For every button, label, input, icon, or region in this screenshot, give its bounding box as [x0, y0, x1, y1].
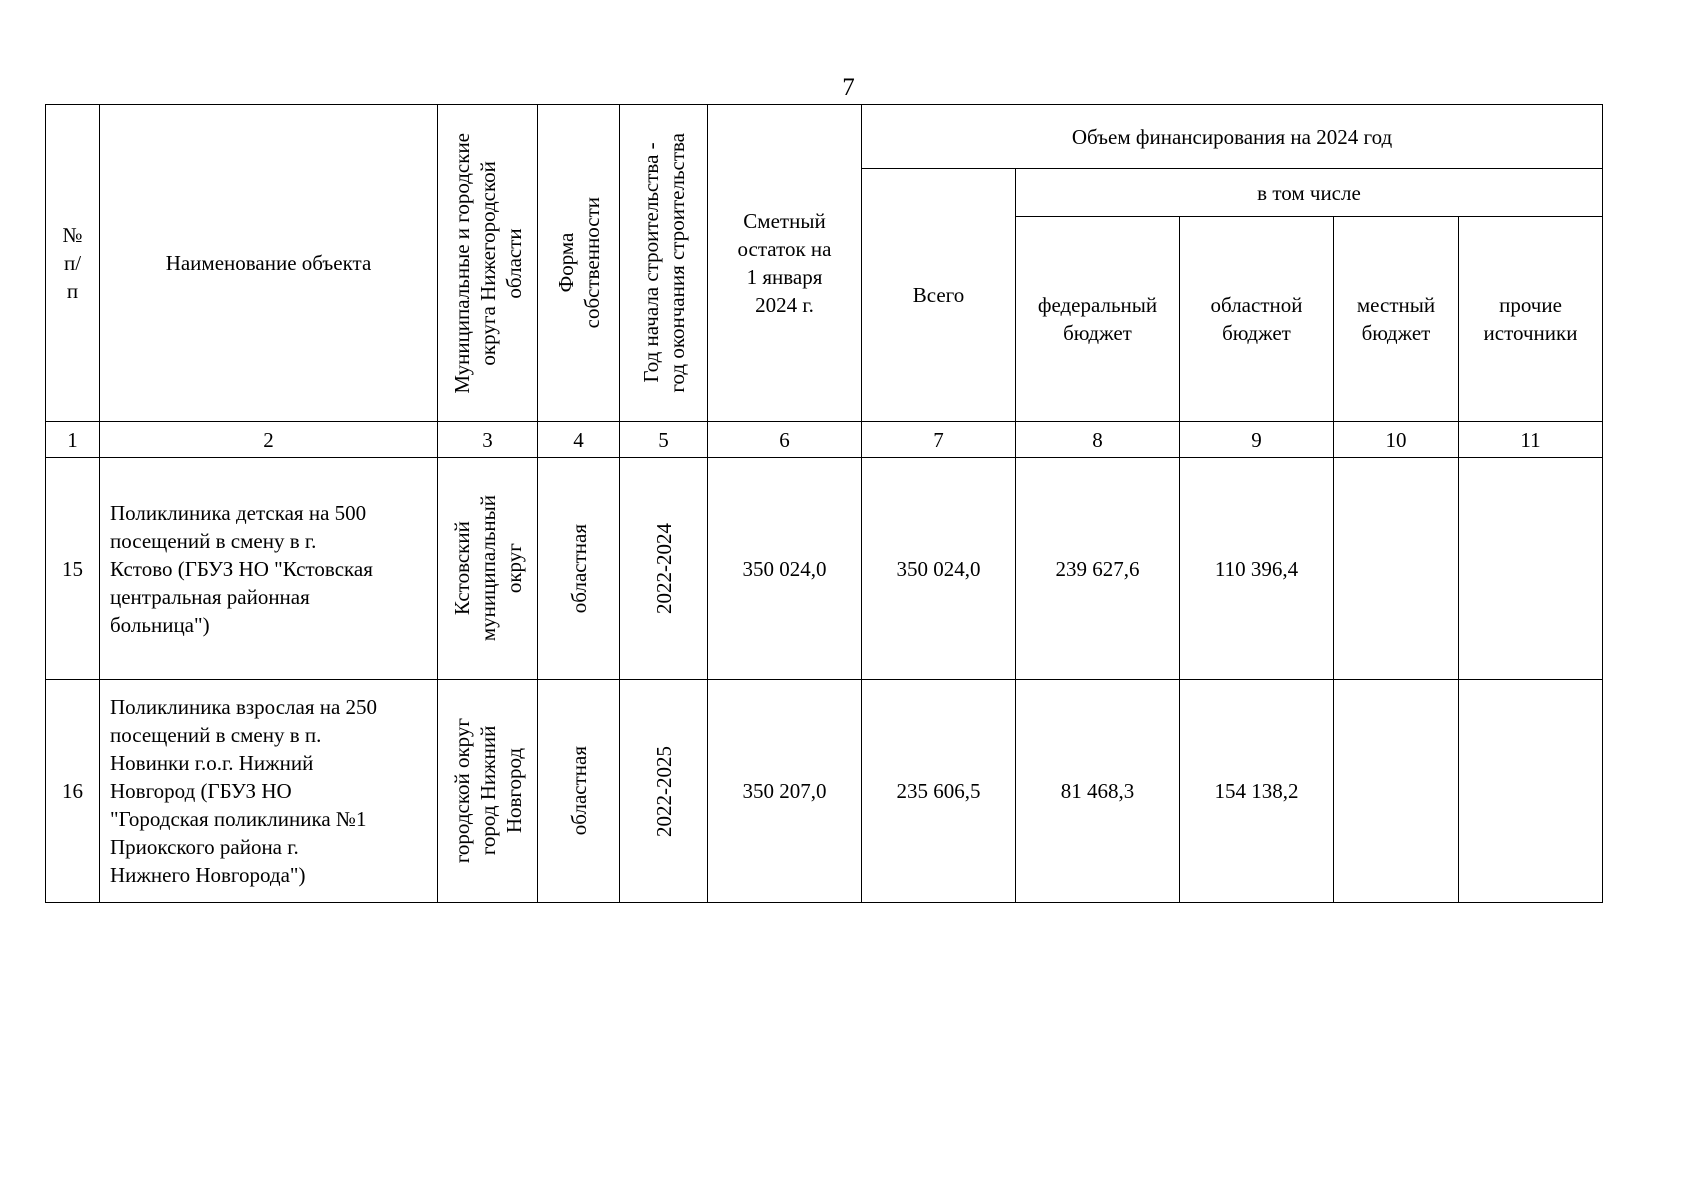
local-value — [1334, 458, 1459, 680]
estimate-value: 350 024,0 — [708, 458, 862, 680]
column-number: 5 — [620, 422, 708, 458]
municipality-text: городской округ город Нижний Новгород — [449, 718, 526, 864]
header-municipality — [438, 105, 538, 422]
header-municipality-text: Муниципальные и городские округа Нижегородской области — [449, 132, 526, 394]
column-number: 10 — [1334, 422, 1459, 458]
column-number: 7 — [862, 422, 1016, 458]
ownership-text: областная — [566, 523, 591, 614]
header-num: № п/ п — [46, 105, 100, 422]
header-row-1 — [46, 105, 1603, 169]
municipality-cell — [438, 458, 538, 680]
column-number: 6 — [708, 422, 862, 458]
object-name: Поликлиника детская на 500 посещений в смену в г. Кстово (ГБУЗ НО "Кстовская центральная районная больница") — [100, 458, 438, 680]
header-ownership — [538, 105, 620, 422]
column-number: 8 — [1016, 422, 1180, 458]
federal-value: 239 627,6 — [1016, 458, 1180, 680]
row-num: 15 — [46, 458, 100, 680]
column-number: 3 — [438, 422, 538, 458]
municipality-cell — [438, 680, 538, 903]
column-number: 9 — [1180, 422, 1334, 458]
column-number: 4 — [538, 422, 620, 458]
row-num: 16 — [46, 680, 100, 903]
years-cell — [620, 458, 708, 680]
object-name: Поликлиника взрослая на 250 посещений в смену в п. Новинки г.о.г. Нижний Новгород (ГБУЗ НО "Городская поликлиника №1 Приокского района г. Нижнего Новгорода") — [100, 680, 438, 903]
financing-table — [45, 104, 1603, 903]
ownership-cell — [538, 458, 620, 680]
header-years — [620, 105, 708, 422]
years-cell — [620, 680, 708, 903]
other-value — [1459, 458, 1603, 680]
other-value — [1459, 680, 1603, 903]
total-value: 235 606,5 — [862, 680, 1016, 903]
municipality-text: Кстовский муниципальный округ — [449, 495, 526, 642]
header-name: Наименование объекта — [100, 105, 438, 422]
years-text: 2022-2025 — [651, 745, 676, 837]
header-local: местный бюджет — [1334, 217, 1459, 422]
header-years-text: Год начала строительства - год окончания строительства — [638, 133, 689, 393]
column-number: 11 — [1459, 422, 1603, 458]
ownership-text: областная — [566, 746, 591, 836]
header-other: прочие источники — [1459, 217, 1603, 422]
estimate-value: 350 207,0 — [708, 680, 862, 903]
regional-value: 154 138,2 — [1180, 680, 1334, 903]
column-number: 1 — [46, 422, 100, 458]
table-row — [46, 680, 1603, 903]
header-federal: федеральный бюджет — [1016, 217, 1180, 422]
page-number: 7 — [842, 74, 855, 101]
regional-value: 110 396,4 — [1180, 458, 1334, 680]
column-number-row — [46, 422, 1603, 458]
ownership-cell — [538, 680, 620, 903]
header-including: в том числе — [1016, 169, 1603, 217]
total-value: 350 024,0 — [862, 458, 1016, 680]
header-total: Всего — [862, 169, 1016, 422]
local-value — [1334, 680, 1459, 903]
column-number: 2 — [100, 422, 438, 458]
header-regional: областной бюджет — [1180, 217, 1334, 422]
header-funding: Объем финансирования на 2024 год — [862, 105, 1603, 169]
header-estimate: Сметный остаток на 1 января 2024 г. — [708, 105, 862, 422]
table-row — [46, 458, 1603, 680]
federal-value: 81 468,3 — [1016, 680, 1180, 903]
header-ownership-text: Форма собственности — [553, 197, 604, 329]
years-text: 2022-2024 — [651, 523, 676, 614]
